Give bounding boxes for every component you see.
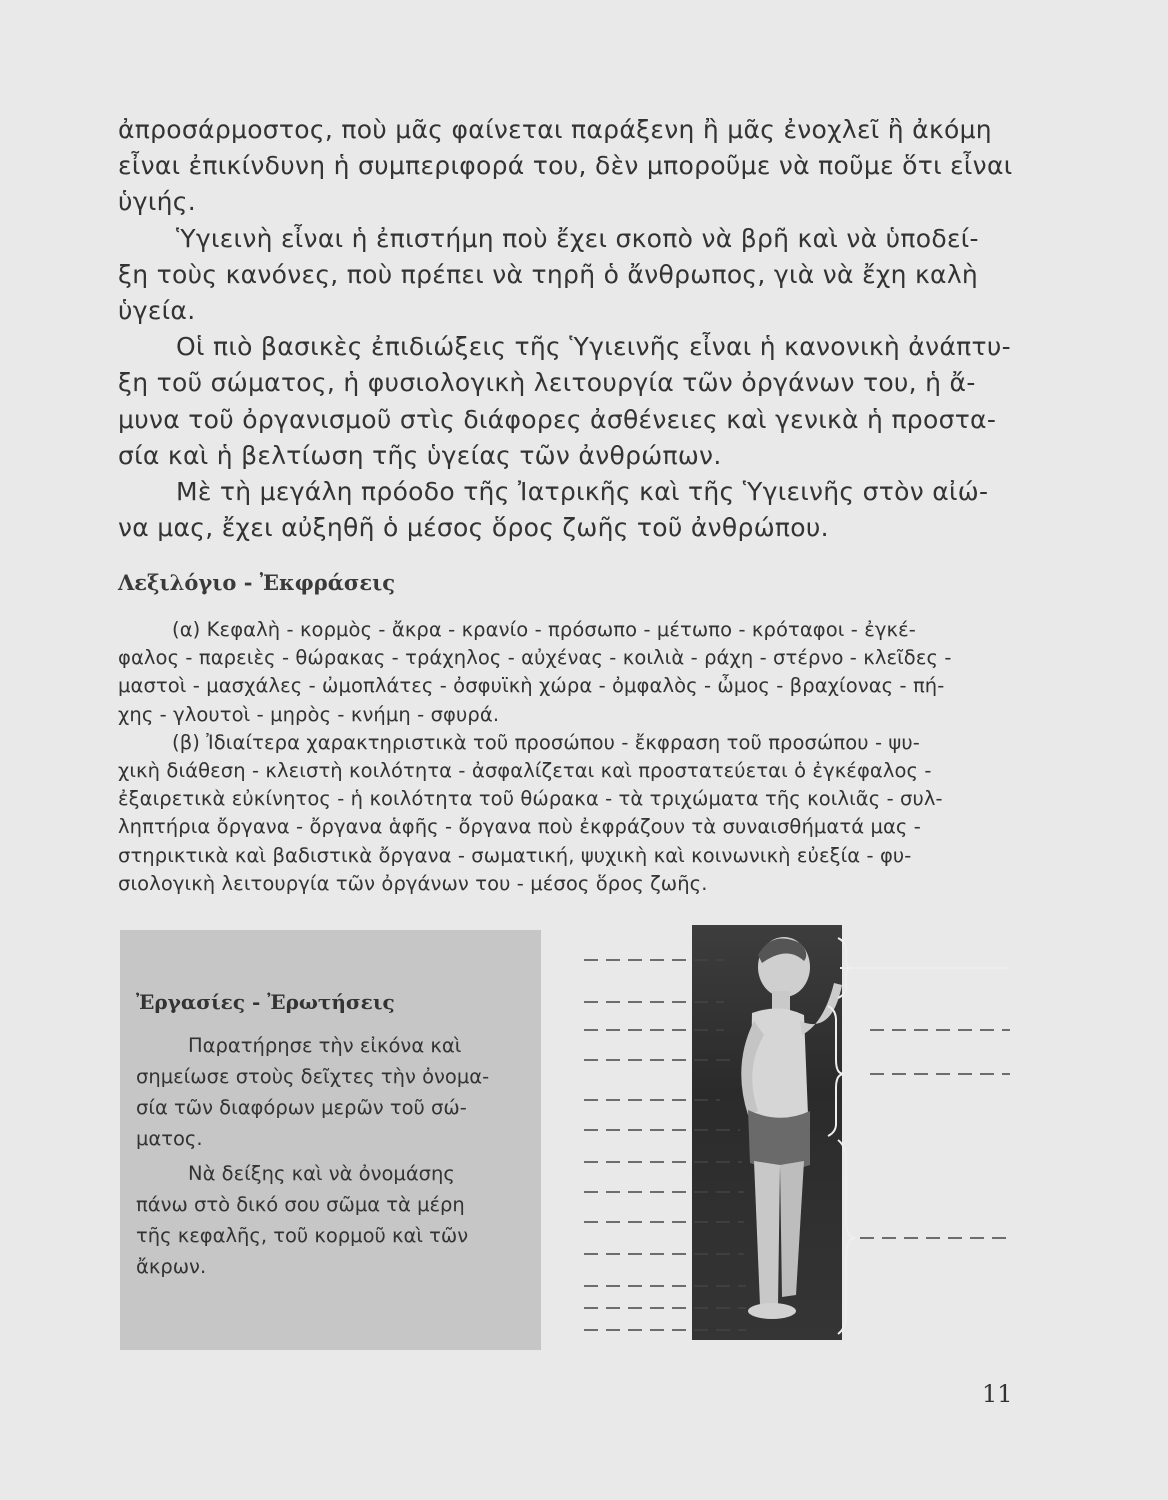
exercise-line: Παρατήρησε τὴν εἰκόνα καὶ [188, 1034, 462, 1057]
vocab-line: στηρικτικὰ καὶ βαδιστικὰ ὄργανα - σωματική, ψυχικὴ καὶ κοινωνικὴ εὐεξία - φυ- [118, 843, 912, 867]
exercises-title: Ἐργασίες - Ἐρωτήσεις [136, 990, 395, 1014]
body-line: να μας, ἔχει αὐξηθῆ ὁ μέσος ὅρος ζωῆς τοῦ ἀνθρώπου. [118, 513, 829, 543]
vocab-line: φαλος - παρειὲς - θώρακας - τράχηλος - αὐχένας - κοιλιὰ - ράχη - στέρνο - κλεῖδες - [118, 646, 952, 670]
vocab-line: σιολογικὴ λειτουργία τῶν ὀργάνων του - μέσος ὅρος ζωῆς. [118, 871, 708, 895]
vocab-line: (α) Κεφαλὴ - κορμὸς - ἄκρα - κρανίο - πρόσωπο - μέτωπο - κρόταφοι - ἐγκέ- [172, 618, 916, 641]
vocab-line: ἐξαιρετικὰ εὐκίνητος - ἡ κοιλότητα τοῦ θώρακα - τὰ τριχώματα τῆς κοιλιᾶς - συλ- [118, 787, 943, 811]
body-line: ξη τοὺς κανόνες, ποὺ πρέπει νὰ τηρῆ ὁ ἄνθρωπος, γιὰ νὰ ἔχη καλὴ [118, 259, 979, 289]
body-line: ὑγιής. [118, 187, 196, 217]
body-line: Μὲ τὴ μεγάλη πρόοδο τῆς Ἰατρικῆς καὶ τῆς Ὑγιεινῆς στὸν αἰώ- [176, 477, 989, 507]
vocab-line: μαστοὶ - μασχάλες - ὠμοπλάτες - ὀσφυϊκὴ χώρα - ὀμφαλὸς - ὦμος - βραχίονας - πή- [118, 674, 945, 698]
body-line: εἶναι ἐπικίνδυνη ἡ συμπεριφορά του, δὲν μποροῦμε νὰ ποῦμε ὅτι εἶναι [118, 151, 1013, 181]
exercise-line: ματος. [136, 1127, 203, 1150]
exercise-line: τῆς κεφαλῆς, τοῦ κορμοῦ καὶ τῶν [136, 1224, 469, 1247]
body-line: ὑγεία. [118, 296, 196, 326]
exercise-line: πάνω στὸ δικό σου σῶμα τὰ μέρη [136, 1193, 465, 1216]
body-line: μυνα τοῦ ὀργανισμοῦ στὶς διάφορες ἀσθένειες καὶ γενικὰ ἡ προστα- [118, 404, 997, 434]
page-number: 11 [982, 1380, 1013, 1408]
exercise-line: Νὰ δείξης καὶ νὰ ὀνομάσης [188, 1162, 455, 1185]
vocab-line: ληπτήρια ὄργανα - ὄργανα ἁφῆς - ὄργανα ποὺ ἐκφράζουν τὰ συναισθήματά μας - [118, 815, 921, 839]
vocab-line: (β) Ἰδιαίτερα χαρακτηριστικὰ τοῦ προσώπου - ἔκφραση τοῦ προσώπου - ψυ- [172, 730, 920, 754]
exercise-line: σημείωσε στοὺς δεῖχτες τὴν ὀνομα- [136, 1065, 490, 1088]
body-line: Ὑγιεινὴ εἶναι ἡ ἐπιστήμη ποὺ ἔχει σκοπὸ νὰ βρῆ καὶ νὰ ὑποδεί- [176, 223, 979, 253]
exercise-line: ἄκρων. [136, 1255, 207, 1278]
body-line: ξη τοῦ σώματος, ἡ φυσιολογικὴ λειτουργία τῶν ὀργάνων του, ἡ ἄ- [118, 368, 976, 398]
body-line: Οἱ πιὸ βασικὲς ἐπιδιώξεις τῆς Ὑγιεινῆς εἶναι ἡ κανονικὴ ἀνάπτυ- [176, 332, 1011, 362]
vocab-line: χης - γλουτοὶ - μηρὸς - κνήμη - σφυρά. [118, 702, 500, 726]
vocab-line: χικὴ διάθεση - κλειστὴ κοιλότητα - ἀσφαλίζεται καὶ προστατεύεται ὁ ἐγκέφαλος - [118, 759, 932, 783]
exercise-line: σία τῶν διαφόρων μερῶν τοῦ σώ- [136, 1096, 467, 1119]
vocabulary-heading: Λεξιλόγιο - Ἐκφράσεις [118, 570, 396, 595]
body-line: σία καὶ ἡ βελτίωση τῆς ὑγείας τῶν ἀνθρώπων. [118, 440, 722, 470]
body-line: ἀπροσάρμοστος, ποὺ μᾶς φαίνεται παράξενη ἢ μᾶς ἐνοχλεῖ ἢ ἀκόμη [118, 115, 992, 144]
